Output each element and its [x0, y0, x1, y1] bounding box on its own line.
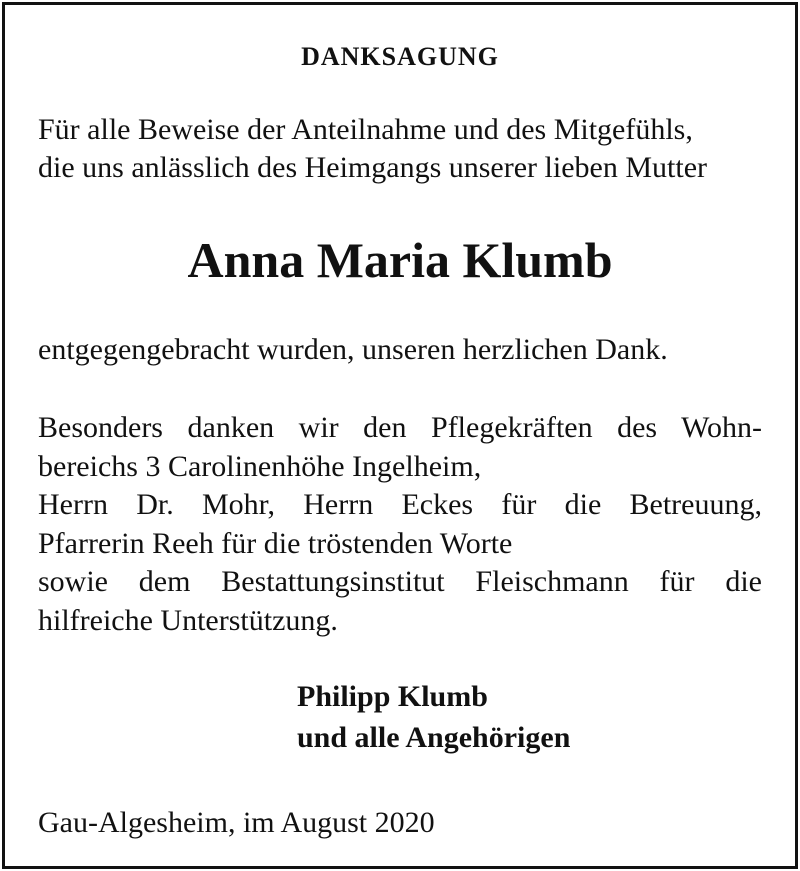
signature-name: Philipp Klumb [297, 680, 488, 713]
special-thanks-line: Herrn Dr. Mohr, Herrn Eckes für die Betreuung, [38, 488, 762, 521]
special-thanks-line: hilfreiche Unterstützung. [38, 604, 338, 637]
thanks-line: entgegengebracht wurden, unseren herzlichen Dank. [38, 333, 668, 366]
special-thanks-line: sowie dem Bestattungsinstitut Fleischmann für die [38, 565, 762, 598]
special-thanks-line: bereichs 3 Carolinenhöhe Ingelheim, [38, 450, 482, 483]
special-thanks-line: Pfarrerin Reeh für die tröstenden Worte [38, 527, 513, 560]
intro-line: Für alle Beweise der Anteilnahme und des Mitgefühls, [38, 113, 693, 146]
special-thanks-line: Besonders danken wir den Pflegekräften des Wohn- [38, 411, 762, 444]
notice-heading: DANKSAGUNG [301, 42, 499, 71]
deceased-name: Anna Maria Klumb [187, 232, 613, 288]
place-date: Gau-Algesheim, im August 2020 [38, 806, 435, 839]
signature-family: und alle Angehörigen [297, 721, 571, 754]
intro-line: die uns anlässlich des Heimgangs unserer lieben Mutter [38, 151, 707, 184]
